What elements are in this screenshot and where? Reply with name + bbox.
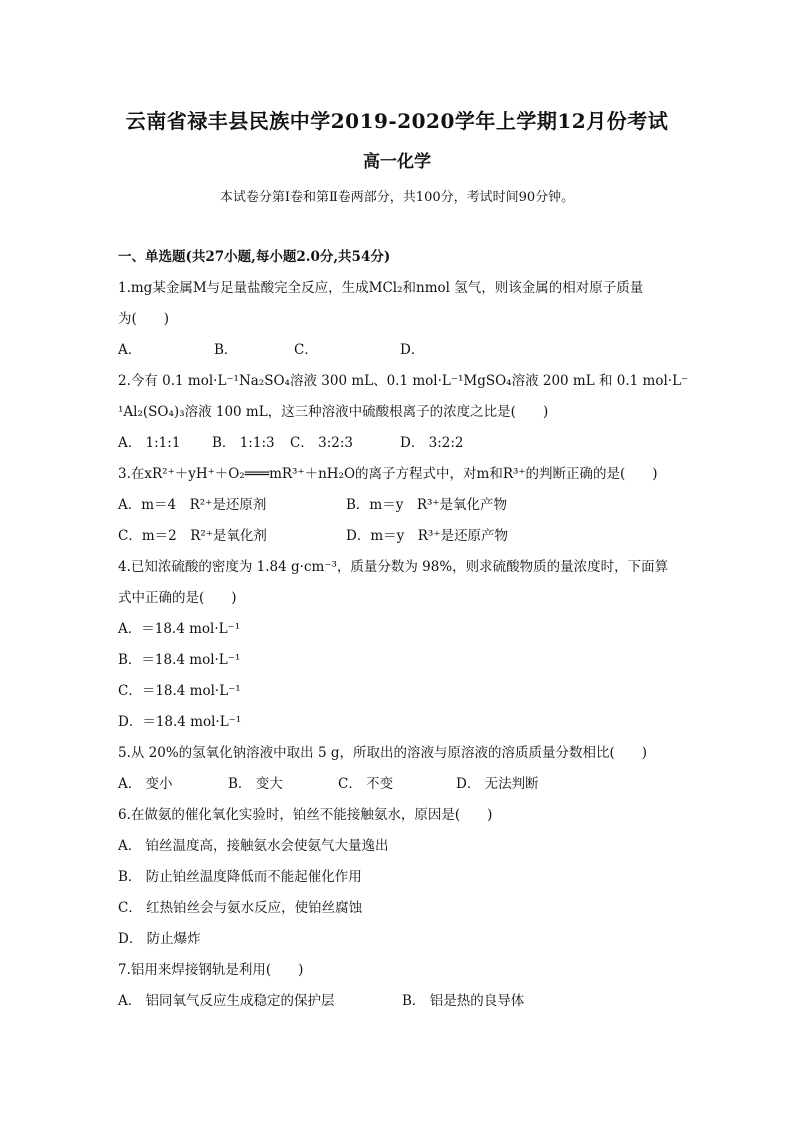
question-2-options (118, 432, 678, 463)
option-b: B． 铝是热的良导体 (402, 993, 525, 1009)
question-1-text: 1.mg某金属M与足量盐酸完全反应，生成MCl₂和nmol 氢气，则该金属的相对原子质量 (118, 280, 644, 296)
question-list (118, 246, 689, 1016)
option-d: D． (400, 342, 425, 358)
question-1-options (118, 339, 678, 370)
option-a: A．＝18.4 mol·L⁻¹ (118, 621, 241, 637)
exam-instructions: 本试卷分第Ⅰ卷和第Ⅱ卷两部分，共100分，考试时间90分钟。 (219, 190, 575, 205)
option-d: D． 3:2:2 (400, 435, 464, 451)
option-a: A． 1:1:1 (118, 435, 181, 451)
option-a: A． (118, 342, 142, 358)
option-a: A． 变小 (118, 776, 173, 792)
exam-subject: 高一化学 (363, 152, 431, 172)
question-3-options-ab (118, 494, 678, 525)
option-b: B．m＝y R³⁺是氧化产物 (346, 497, 508, 513)
option-b: B．＝18.4 mol·L⁻¹ (118, 652, 241, 668)
question-7-text: 7.铝用来焊接钢轨是利用( ) (118, 962, 304, 978)
exam-title: 云南省禄丰县民族中学2019-2020学年上学期12月份考试 (125, 109, 669, 133)
question-3-options-cd (118, 525, 678, 556)
question-3-text: 3.在xR²⁺＋yH⁺＋O₂═══mR³⁺＋nH₂O的离子方程式中，对m和R³⁺的判断正确的是( ) (118, 466, 658, 482)
option-d: D． 无法判断 (456, 776, 539, 792)
question-5-text: 5.从 20%的氢氧化钠溶液中取出 5 g，所取出的溶液与原溶液的溶质质量分数相比( ) (118, 745, 648, 761)
question-1-text-cont: 为( ) (118, 311, 170, 327)
question-5-options (118, 773, 678, 804)
option-c: C． (294, 342, 318, 358)
section-heading: 一、单选题(共27小题,每小题2.0分,共54分) (118, 249, 391, 265)
option-d: D． 防止爆炸 (118, 931, 201, 947)
question-4-text-cont: 式中正确的是( ) (118, 590, 237, 606)
option-c: C． 不变 (338, 776, 394, 792)
option-b: B． 1:1:3 (212, 435, 275, 451)
question-2-text: 2.今有 0.1 mol·L⁻¹Na₂SO₄溶液 300 mL、0.1 mol·L⁻¹MgSO₄溶液 200 mL 和 0.1 mol·L⁻ (118, 373, 689, 389)
option-c: C． 红热铂丝会与氨水反应，使铂丝腐蚀 (118, 900, 363, 916)
option-c: C．m＝2 R²⁺是氧化剂 (118, 528, 267, 544)
option-b: B． 防止铂丝温度降低而不能起催化作用 (118, 869, 362, 885)
option-c: C． 3:2:3 (290, 435, 353, 451)
question-2-text-cont: ¹Al₂(SO₄)₃溶液 100 mL，这三种溶液中硫酸根离子的浓度之比是( ) (118, 404, 549, 420)
option-d: D．m＝y R³⁺是还原产物 (346, 528, 508, 544)
option-a: A． 铂丝温度高，接触氨水会使氨气大量逸出 (118, 838, 389, 854)
option-b: B． (214, 342, 238, 358)
option-d: D．＝18.4 mol·L⁻¹ (118, 714, 242, 730)
question-6-text: 6.在做氨的催化氧化实验时，铂丝不能接触氨水，原因是( ) (118, 807, 493, 823)
question-7-options (118, 990, 678, 1016)
option-b: B． 变大 (228, 776, 283, 792)
option-a: A．m＝4 R²⁺是还原剂 (118, 497, 267, 513)
question-4-text: 4.已知浓硫酸的密度为 1.84 g·cm⁻³，质量分数为 98%，则求硫酸物质的量浓度时，下面算 (118, 559, 669, 575)
option-a: A． 铝同氧气反应生成稳定的保护层 (118, 993, 335, 1009)
option-c: C．＝18.4 mol·L⁻¹ (118, 683, 241, 699)
